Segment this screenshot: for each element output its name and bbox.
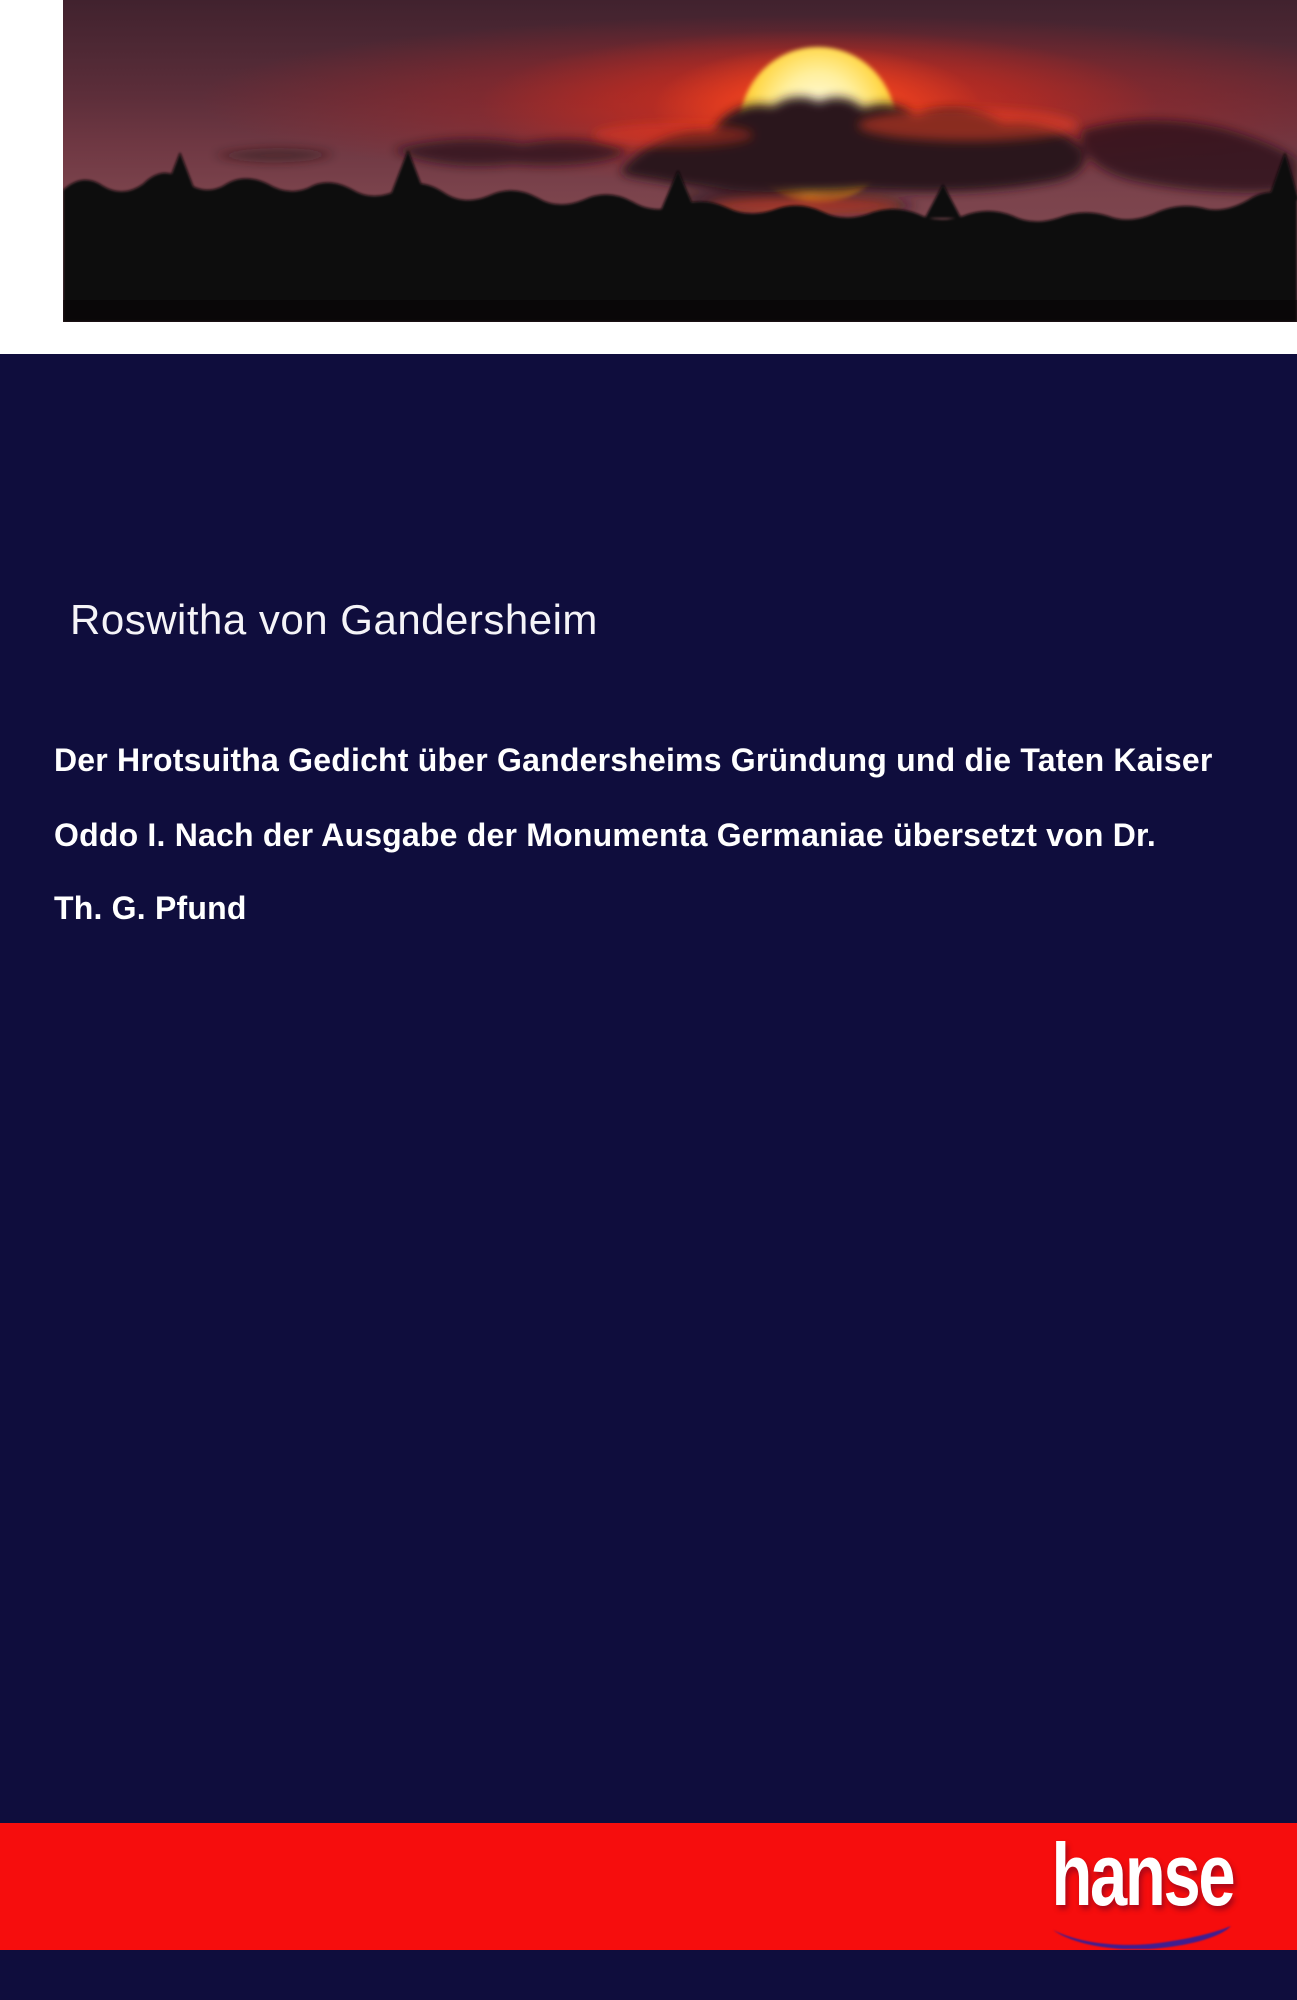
hanse-logo-text: hanse (1051, 1825, 1233, 1924)
bottom-navy-strip (0, 1950, 1297, 2000)
sunset-forest-photo (63, 0, 1297, 322)
publisher-band (0, 1823, 1297, 1950)
title-line-1: Der Hrotsuitha Gedicht über Gandersheims Gründung und die Taten Kaiser (54, 742, 1213, 778)
hanse-logo-swoosh-icon (1049, 1923, 1235, 1949)
sunset-photo-art (63, 0, 1297, 322)
hanse-logo (973, 1825, 1233, 1941)
title-line-2: Oddo I. Nach der Ausgabe der Monumenta Germaniae übersetzt von Dr. (54, 817, 1157, 853)
title-line-3: Th. G. Pfund (54, 890, 247, 926)
author-name: Roswitha von Gandersheim (70, 596, 598, 643)
photo-bottom-shade (63, 300, 1297, 322)
